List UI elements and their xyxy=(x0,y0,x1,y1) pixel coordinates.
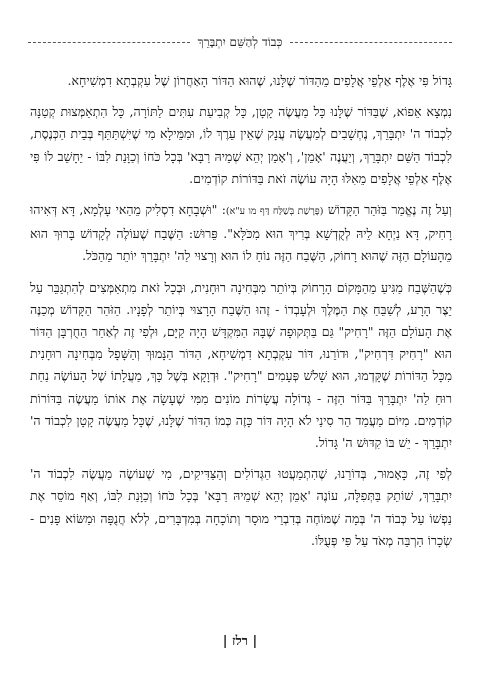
page-body xyxy=(30,70,452,561)
header-title: כְּבוֹד לְהַשֵּׁם יִתְבָּרֵךְ xyxy=(197,34,283,49)
header-rule-left xyxy=(28,42,190,43)
source-citation: (פָּרָשַׁת בְּשַׁלַּח דַּף מו ע"א) xyxy=(225,206,324,218)
paragraph-3-intro: וְעַל זֶה נֶאֱמַר בַּזֹּהַר הַקָּדוֹשׁ xyxy=(327,202,452,218)
paragraph-3-text: : "וּשְׁבָחָא דִסְלִיק מֵהַאי עָלְמָא, דָּא דְּאִיהוּ רָחִיק, דָּא נַיְחָא לֵיהּ לְקֻדְשָׁא בְּרִיךְ הוּא מִכֹּלָּא". פֵּרוּשׁ: הַשֶּׁבַח שֶׁעוֹלֶה לְקָדוֹשׁ בָּרוּךְ הוּא מֵהָעוֹלָם הַזֶּה שֶׁהוּא רָחוֹק, הַשֶּׁבַח הַזֶּה נוֹחַ לוֹ הוּא וְרָצוּי לַה' יִתְבָּרֵךְ יוֹתֵר מֵהַכֹּל. xyxy=(30,202,452,264)
running-header xyxy=(28,34,452,50)
page-number: | רלז | xyxy=(222,634,258,649)
paragraph-3 xyxy=(30,199,452,268)
paragraph-2: נִמְצָא אֵפוֹא, שֶׁבַּדּוֹר שֶׁלָּנוּ כָּל מַעֲשֶׂה קָטָן, כָּל קְבִיעַת עִתִּים לַתּוֹרָה, כָּל הִתְאַמְּצוּת קְטַנָּה לִכְבוֹד ה' יִתְבָּרֵךְ, נֶחְשָׁבִים לְמַעֲשֶׂה עֲנָק שֶׁאֵין עֵרֶךְ לוֹ, וּמִמֵּילָא מִי שֶׁיִּשְׁתַּתֵּף בְּבֵית הַכְּנֶסֶת, לִכְבוֹד הַשֵּׁם יִתְבָּרֵךְ, וְיַעֲנֶה 'אָמֵן', וְ'אָמֵן יְהֵא שְׁמֵיהּ רַבָּא' בְּכָל כֹּחוֹ וְכַוָּנַת לִבּוֹ - יֵחָשֵׁב לוֹ פִּי אֶלֶף אַלְפֵי אֲלָפִים מֵאִלּוּ הָיָה עוֹשֶׂה זֹאת בַּדּוֹרוֹת קוֹדְמִים. xyxy=(30,104,452,186)
paragraph-5: לְפִי זֶה, כָּאָמוּר, בְּדוֹרֵנוּ, שֶׁהִתְמַעֲטוּ הַגְּדוֹלִים וְהַצַּדִּיקִים, מִי שֶׁעוֹשֶׂה מַעֲשֶׂה לִכְבוֹד ה' יִתְבָּרֵךְ, שׁוֹתֵק בַּתְּפִלָּה, עוֹנֶה 'אָמֵן יְהֵא שְׁמֵיהּ רַבָּא' בְּכָל כֹּחוֹ וְכַוָּנַת לִבּוֹ, וְאַף מוֹסֵר אֶת נַפְשׁוֹ עַל כְּבוֹד ה' בְּמָה שֶׁמּוֹחֶה בְּדִבְרֵי מוּסָר וְתוֹכָחָה בְּמִדְבָּרִים, לְלֹא חֲנֻפָּה וּמַשּׂוֹא פָּנִים - שְׂכָרוֹ הַרְבֵּה מְאֹד עַל פִּי פְּעֻלּוֹ. xyxy=(30,466,452,548)
paragraph-4: כְּשֶׁהַשֶּׁבַח מַגִּיעַ מֵהַמָּקוֹם הָרָחוֹק בְּיוֹתֵר מִבְּחִינָה רוּחָנִית, וּבְכָל זֹאת מִתְאַמְּצִים לְהִתְגַּבֵּר עַל יֵצֶר הָרָע, לְשַׁבֵּחַ אֶת הַמֶּלֶךְ וּלְעָבְדוֹ - זֶהוּ הַשֶּׁבַח הָרָצוּי בְּיוֹתֵר לְפָנָיו. הַזֹּהַר הַקָּדוֹשׁ מְכַנֶּה אֶת הָעוֹלָם הַזֶּה "רָחִיק" גַּם בַּתְּקוּפָה שֶׁבָּהּ הַמִּקְדָּשׁ הָיָה קַיָּם, וּלְפִי זֶה לְאַחַר הַחֻרְבָּן הַדּוֹר הוּא "רָחִיק דִּרְחִיק", וּדוֹרֵנוּ, דּוֹר עִקְבְתָא דִמְשִׁיחָא, הַדּוֹר הַנָּמוּךְ וְהַשָּׁפָל מִבְּחִינָה רוּחָנִית מִכָּל הַדּוֹרוֹת שֶׁקָּדְמוּ, הוּא שָׁלֹשׁ פְּעָמִים "רָחִיק". וּדְוָקָא בְּשֶׁל כָּךְ, מַעֲלָתוֹ שֶׁל הָעוֹשֶׂה נַחַת רוּחַ לַה' יִתְבָּרֵךְ בַּדּוֹר הַזֶּה - גְּדוֹלָה עֲשָׂרוֹת מוֹנִים מִמִּי שֶׁעָשָׂה אֶת אוֹתוֹ מַעֲשֶׂה בַּדּוֹרוֹת קוֹדְמִים. מִיּוֹם מַעֲמַד הַר סִינַי לֹא הָיָה דּוֹר כָּזֶה כְּמוֹ הַדּוֹר שֶׁלָּנוּ, שֶׁכָּל מַעֲשֶׂה קָטָן לִכְבוֹד ה' יִתְבָּרֵךְ - יֵשׁ בּוֹ קִדּוּשׁ ה' גָּדוֹל. xyxy=(30,279,452,451)
header-rule-right xyxy=(290,42,452,43)
paragraph-1: גָּדוֹל פִּי אֶלֶף אַלְפֵי אֲלָפִים מֵהַדּוֹר שֶׁלָּנוּ, שֶׁהוּא הַדּוֹר הָאַחֲרוֹן שֶׁל עִקְבְתָא דִמְשִׁיחָא. xyxy=(67,73,452,88)
